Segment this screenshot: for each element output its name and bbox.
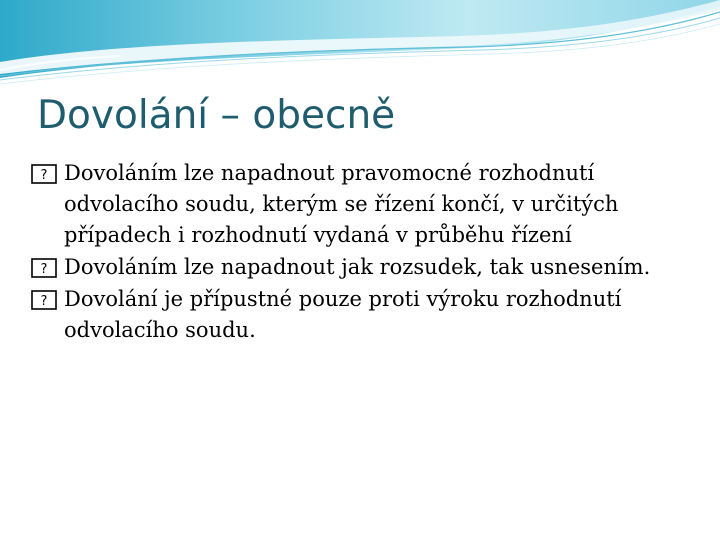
bullet-text: Dovoláním lze napadnout pravomocné rozhodnutí odvolacího soudu, kterým se řízení končí, v určitých případech i rozhodnutí vydaná v průběhu řízení — [64, 161, 619, 247]
svg-text:?: ? — [40, 294, 48, 309]
bullet-text: Dovolání je přípustné pouze proti výroku rozhodnutí odvolacího soudu. — [64, 287, 622, 342]
bullet-item — [28, 284, 688, 346]
svg-text:?: ? — [40, 262, 48, 277]
bullet-item — [28, 158, 688, 251]
bullet-marker-icon — [31, 258, 57, 278]
bullet-list — [28, 158, 688, 347]
slide-title: Dovolání – obecně — [37, 93, 396, 138]
header-wave-decoration — [0, 0, 720, 90]
bullet-marker-icon — [31, 164, 57, 184]
bullet-item — [28, 252, 688, 283]
bullet-marker-icon — [31, 290, 57, 310]
svg-text:?: ? — [40, 168, 48, 183]
bullet-text: Dovoláním lze napadnout jak rozsudek, tak usnesením. — [64, 255, 651, 279]
